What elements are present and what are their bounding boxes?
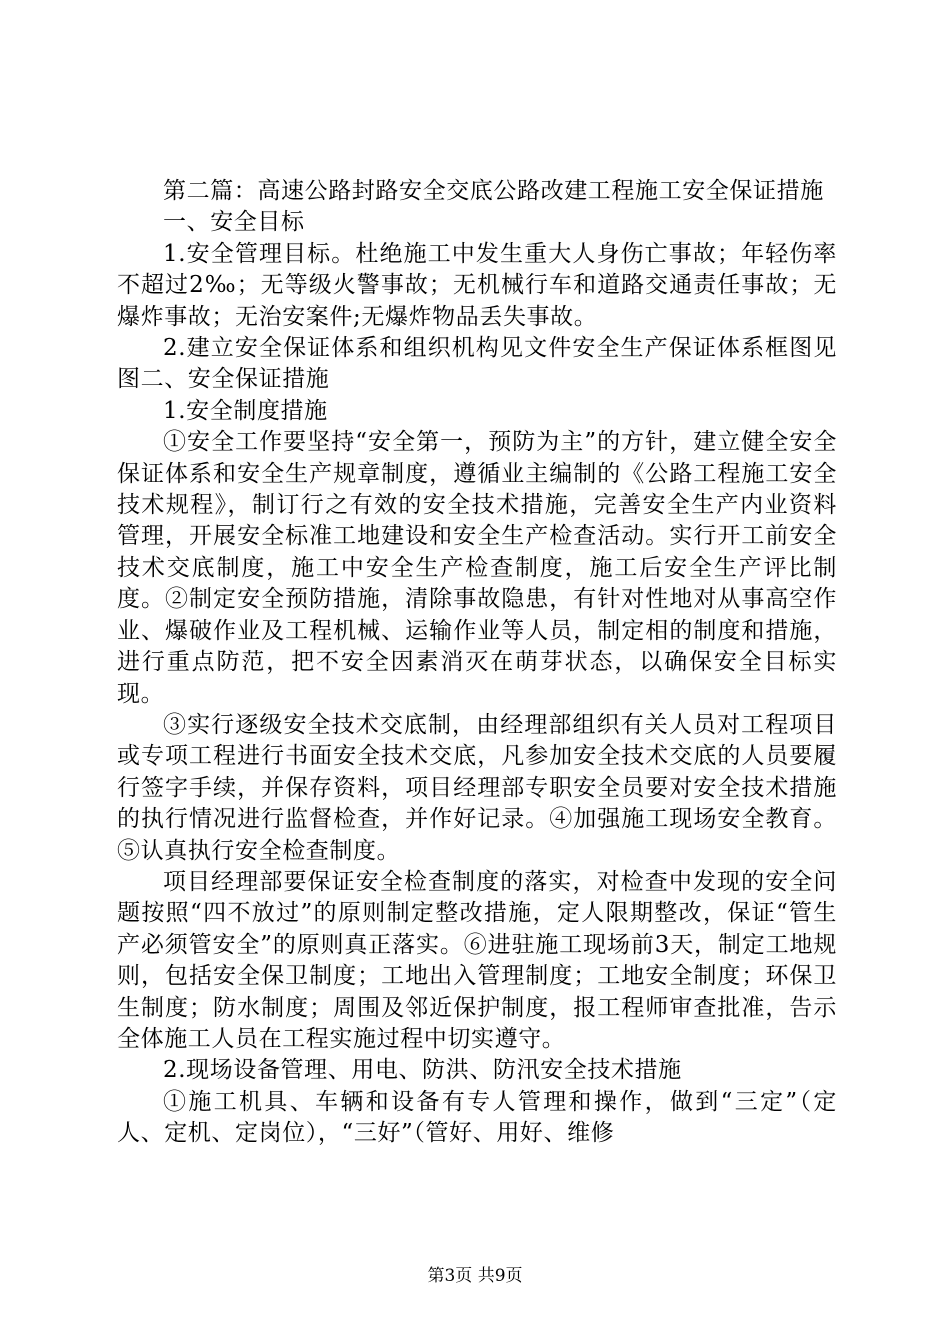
- subheading-safety-rules: 1.安全制度措施: [163, 397, 328, 424]
- paragraph-technical-briefing: ③实行逐级安全技术交底制，由经理部组织有关人员对工程项目或专项工程进行书面安全技术交底，凡参加安全技术交底的人员要履行签字手续，并保存资料，项目经理部专职安全员要对安全技术措施的执行情况进行监督检查，并作好记录。④加强施工现场安全教育。⑤认真执行安全检查制度。: [117, 711, 837, 864]
- paragraph-safety-principles: ①安全工作要坚持“安全第一，预防为主”的方针，建立健全安全保证体系和安全生产规章制度，遵循业主编制的《公路工程施工安全技术规程》，制订行之有效的安全技术措施，完善安全生产内业资料管理，开展安全标准工地建设和安全生产检查活动。实行开工前安全技术交底制度，施工中安全生产检查制度，施工后安全生产评比制度。②制定安全预防措施，清除事故隐患，有针对性地对从事高空作业、爆破作业及工程机械、运输作业等人员，制定相的制度和措施，进行重点防范，把不安全因素消灭在萌芽状态，以确保安全目标实现。: [117, 429, 837, 707]
- section-heading-safety-goals: 一、安全目标: [163, 209, 305, 236]
- paragraph-inspection-system: 项目经理部要保证安全检查制度的落实，对检查中发现的安全问题按照“四不放过”的原则制定整改措施，定人限期整改，保证“管生产必须管安全”的原则真正落实。⑥进驻施工现场前3天，制定工地规则，包括安全保卫制度；工地出入管理制度；工地安全制度；环保卫生制度；防水制度；周围及邻近保护制度，报工程师审查批准，告示全体施工人员在工程实施过程中切实遵守。: [117, 868, 837, 1052]
- paragraph-safety-system: 2.建立安全保证体系和组织机构见文件安全生产保证体系框图见图二、安全保证措施: [117, 335, 837, 393]
- paragraph-machinery-operation: ①施工机具、车辆和设备有专人管理和操作，做到“三定”（定人、定机、定岗位），“三好”（管好、用好、维修: [117, 1088, 837, 1147]
- document-title: 第二篇：高速公路封路安全交底公路改建工程施工安全保证措施: [163, 178, 824, 204]
- document-body: [117, 176, 837, 1150]
- paragraph-management-goal: 1.安全管理目标。杜绝施工中发生重大人身伤亡事故；年轻伤率不超过2‰；无等级火警事故；无机械行车和道路交通责任事故；无爆炸事故；无治安案件;无爆炸物品丢失事故。: [117, 240, 837, 330]
- subheading-equipment-management: 2.现场设备管理、用电、防洪、防汛安全技术措施: [163, 1057, 682, 1084]
- page-number-footer: 第3页 共9页: [427, 1266, 523, 1286]
